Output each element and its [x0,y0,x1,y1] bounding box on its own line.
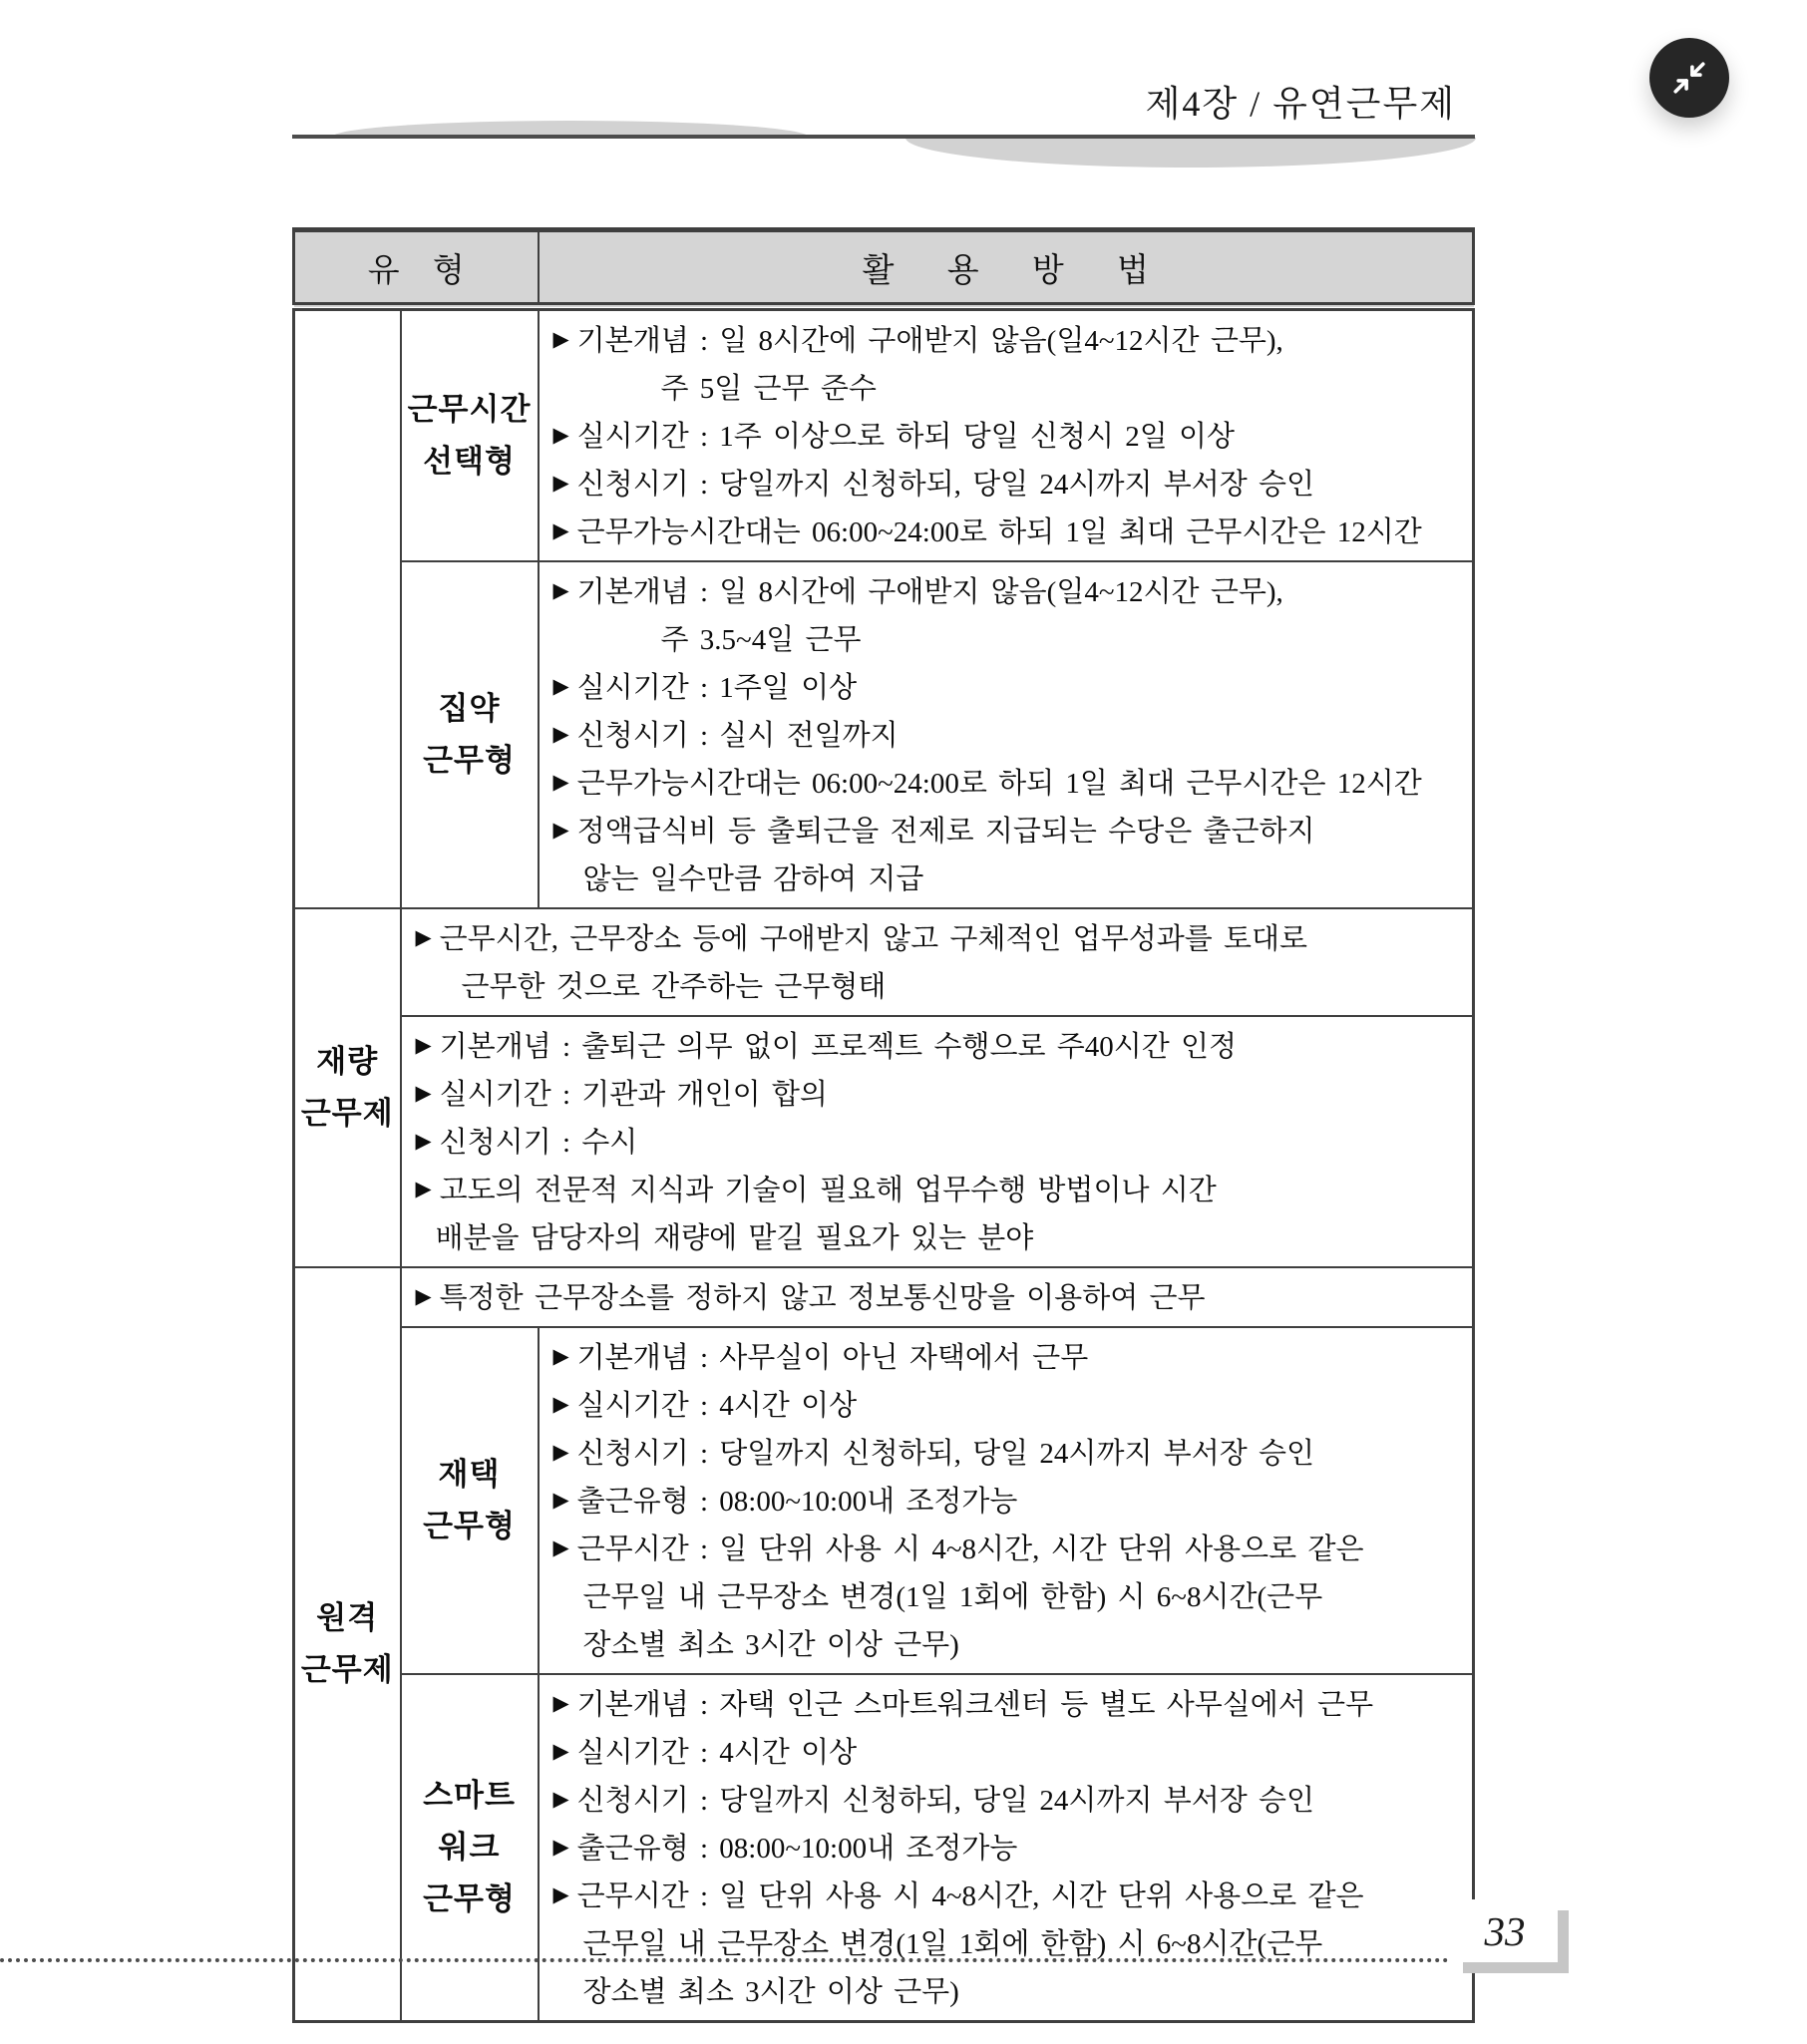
label-smart-work: 스마트 워크 근무형 [401,1674,539,2022]
chapter-title: 제4장 / 유연근무제 [1145,84,1456,124]
bullet-line: ▶ 신청시기 : 당일까지 신청하되, 당일 24시까지 부서장 승인 [552,469,1315,501]
bullet-line: ▶ 근무가능시간대는 06:00~24:00로 하되 1일 최대 근무시간은 12시간 [552,768,1422,800]
page-number-box [1452,1899,1558,1962]
bullet-line: ▶ 출근유형 : 08:00~10:00내 조정가능 [552,1833,1018,1865]
bullet-line: ▶ 기본개념 : 출퇴근 의무 없이 프로젝트 수행으로 주40시간 인정 [415,1031,1238,1063]
bullet-line: ▶ 신청시기 : 수시 [415,1127,638,1159]
bullet-line: ▶ 기본개념 : 일 8시간에 구애받지 않음(일4~12시간 근무), [552,325,1283,357]
content-discretionary-intro [401,908,1474,1016]
bullet-line: 장소별 최소 3시간 이상 근무) [582,1976,959,2008]
bullet-line: ▶ 출근유형 : 08:00~10:00내 조정가능 [552,1486,1018,1518]
label-flextime: 근무시간 선택형 [401,307,539,562]
row-intensive [294,561,1474,908]
row-discretionary-detail [294,1016,1474,1267]
col-header-method: 활 용 방 법 [539,230,1474,307]
outer-spacer-cell [294,307,401,909]
label-discretionary: 재량 근무제 [294,908,401,1267]
collapse-button[interactable] [1649,38,1729,118]
row-flextime [294,307,1474,562]
bullet-line: ▶ 실시기간 : 4시간 이상 [552,1737,858,1769]
content-discretionary-detail [401,1016,1474,1267]
row-discretionary-intro [294,908,1474,1016]
content-flextime [539,307,1474,562]
bullet-line: ▶ 신청시기 : 당일까지 신청하되, 당일 24시까지 부서장 승인 [552,1438,1315,1470]
bullet-line: ▶ 정액급식비 등 출퇴근을 전제로 지급되는 수당은 출근하지 [552,816,1315,848]
bullet-line: ▶ 실시기간 : 4시간 이상 [552,1390,858,1422]
bullet-line: ▶ 기본개념 : 일 8시간에 구애받지 않음(일4~12시간 근무), [552,576,1283,608]
bullet-line: 장소별 최소 3시간 이상 근무) [582,1629,959,1661]
bullet-line: ▶ 근무시간 : 일 단위 사용 시 4~8시간, 시간 단위 사용으로 같은 [552,1880,1364,1912]
bullet-line: 주 5일 근무 준수 [660,373,877,405]
bullet-line: ▶ 근무시간 : 일 단위 사용 시 4~8시간, 시간 단위 사용으로 같은 [552,1533,1364,1565]
bullet-line: ▶ 기본개념 : 자택 인근 스마트워크센터 등 별도 사무실에서 근무 [552,1689,1374,1721]
bullet-line: ▶ 근무가능시간대는 06:00~24:00로 하되 1일 최대 근무시간은 12시간 [552,516,1422,548]
content-home-work [539,1327,1474,1674]
compress-arrows-icon [1660,49,1718,107]
bullet-line: 주 3.5~4일 근무 [660,624,862,656]
bullet-line: ▶ 신청시기 : 당일까지 신청하되, 당일 24시까지 부서장 승인 [552,1785,1315,1817]
bullet-line: 근무일 내 근무장소 변경(1일 1회에 한함) 시 6~8시간(근무 [582,1581,1323,1613]
bullet-line: 않는 일수만큼 감하여 지급 [582,863,924,895]
bullet-line: 배분을 담당자의 재량에 맡길 필요가 있는 분야 [435,1222,1034,1254]
label-intensive: 집약 근무형 [401,561,539,908]
flex-work-table [292,227,1475,2023]
label-remote: 원격 근무제 [294,1267,401,2022]
content-remote-intro [401,1267,1474,1327]
row-smart-work [294,1674,1474,2022]
header-rule [292,135,1475,139]
bullet-line: 근무한 것으로 간주하는 근무형태 [461,971,887,1003]
footer-dotted-line [0,1958,1449,1962]
bullet-line: ▶ 기본개념 : 사무실이 아닌 자택에서 근무 [552,1342,1089,1374]
bullet-line: ▶ 실시기간 : 기관과 개인이 합의 [415,1079,828,1111]
label-home-work: 재택 근무형 [401,1327,539,1674]
bullet-line: 근무일 내 근무장소 변경(1일 1회에 한함) 시 6~8시간(근무 [582,1928,1323,1960]
bullet-line: ▶ 신청시기 : 실시 전일까지 [552,720,899,752]
bullet-line: ▶ 실시기간 : 1주 이상으로 하되 당일 신청시 2일 이상 [552,421,1235,453]
bullet-line: ▶ 특정한 근무장소를 정하지 않고 정보통신망을 이용하여 근무 [415,1282,1206,1314]
page-number: 33 [1484,1907,1526,1954]
bullet-line: ▶ 실시기간 : 1주일 이상 [552,672,858,704]
row-remote-intro [294,1267,1474,1327]
col-header-type: 유 형 [294,230,539,307]
row-home-work [294,1327,1474,1674]
content-smart-work [539,1674,1474,2022]
bullet-line: ▶ 근무시간, 근무장소 등에 구애받지 않고 구체적인 업무성과를 토대로 [415,923,1308,955]
content-intensive [539,561,1474,908]
bullet-line: ▶ 고도의 전문적 지식과 기술이 필요해 업무수행 방법이나 시간 [415,1175,1217,1206]
table-header-row [294,230,1474,307]
